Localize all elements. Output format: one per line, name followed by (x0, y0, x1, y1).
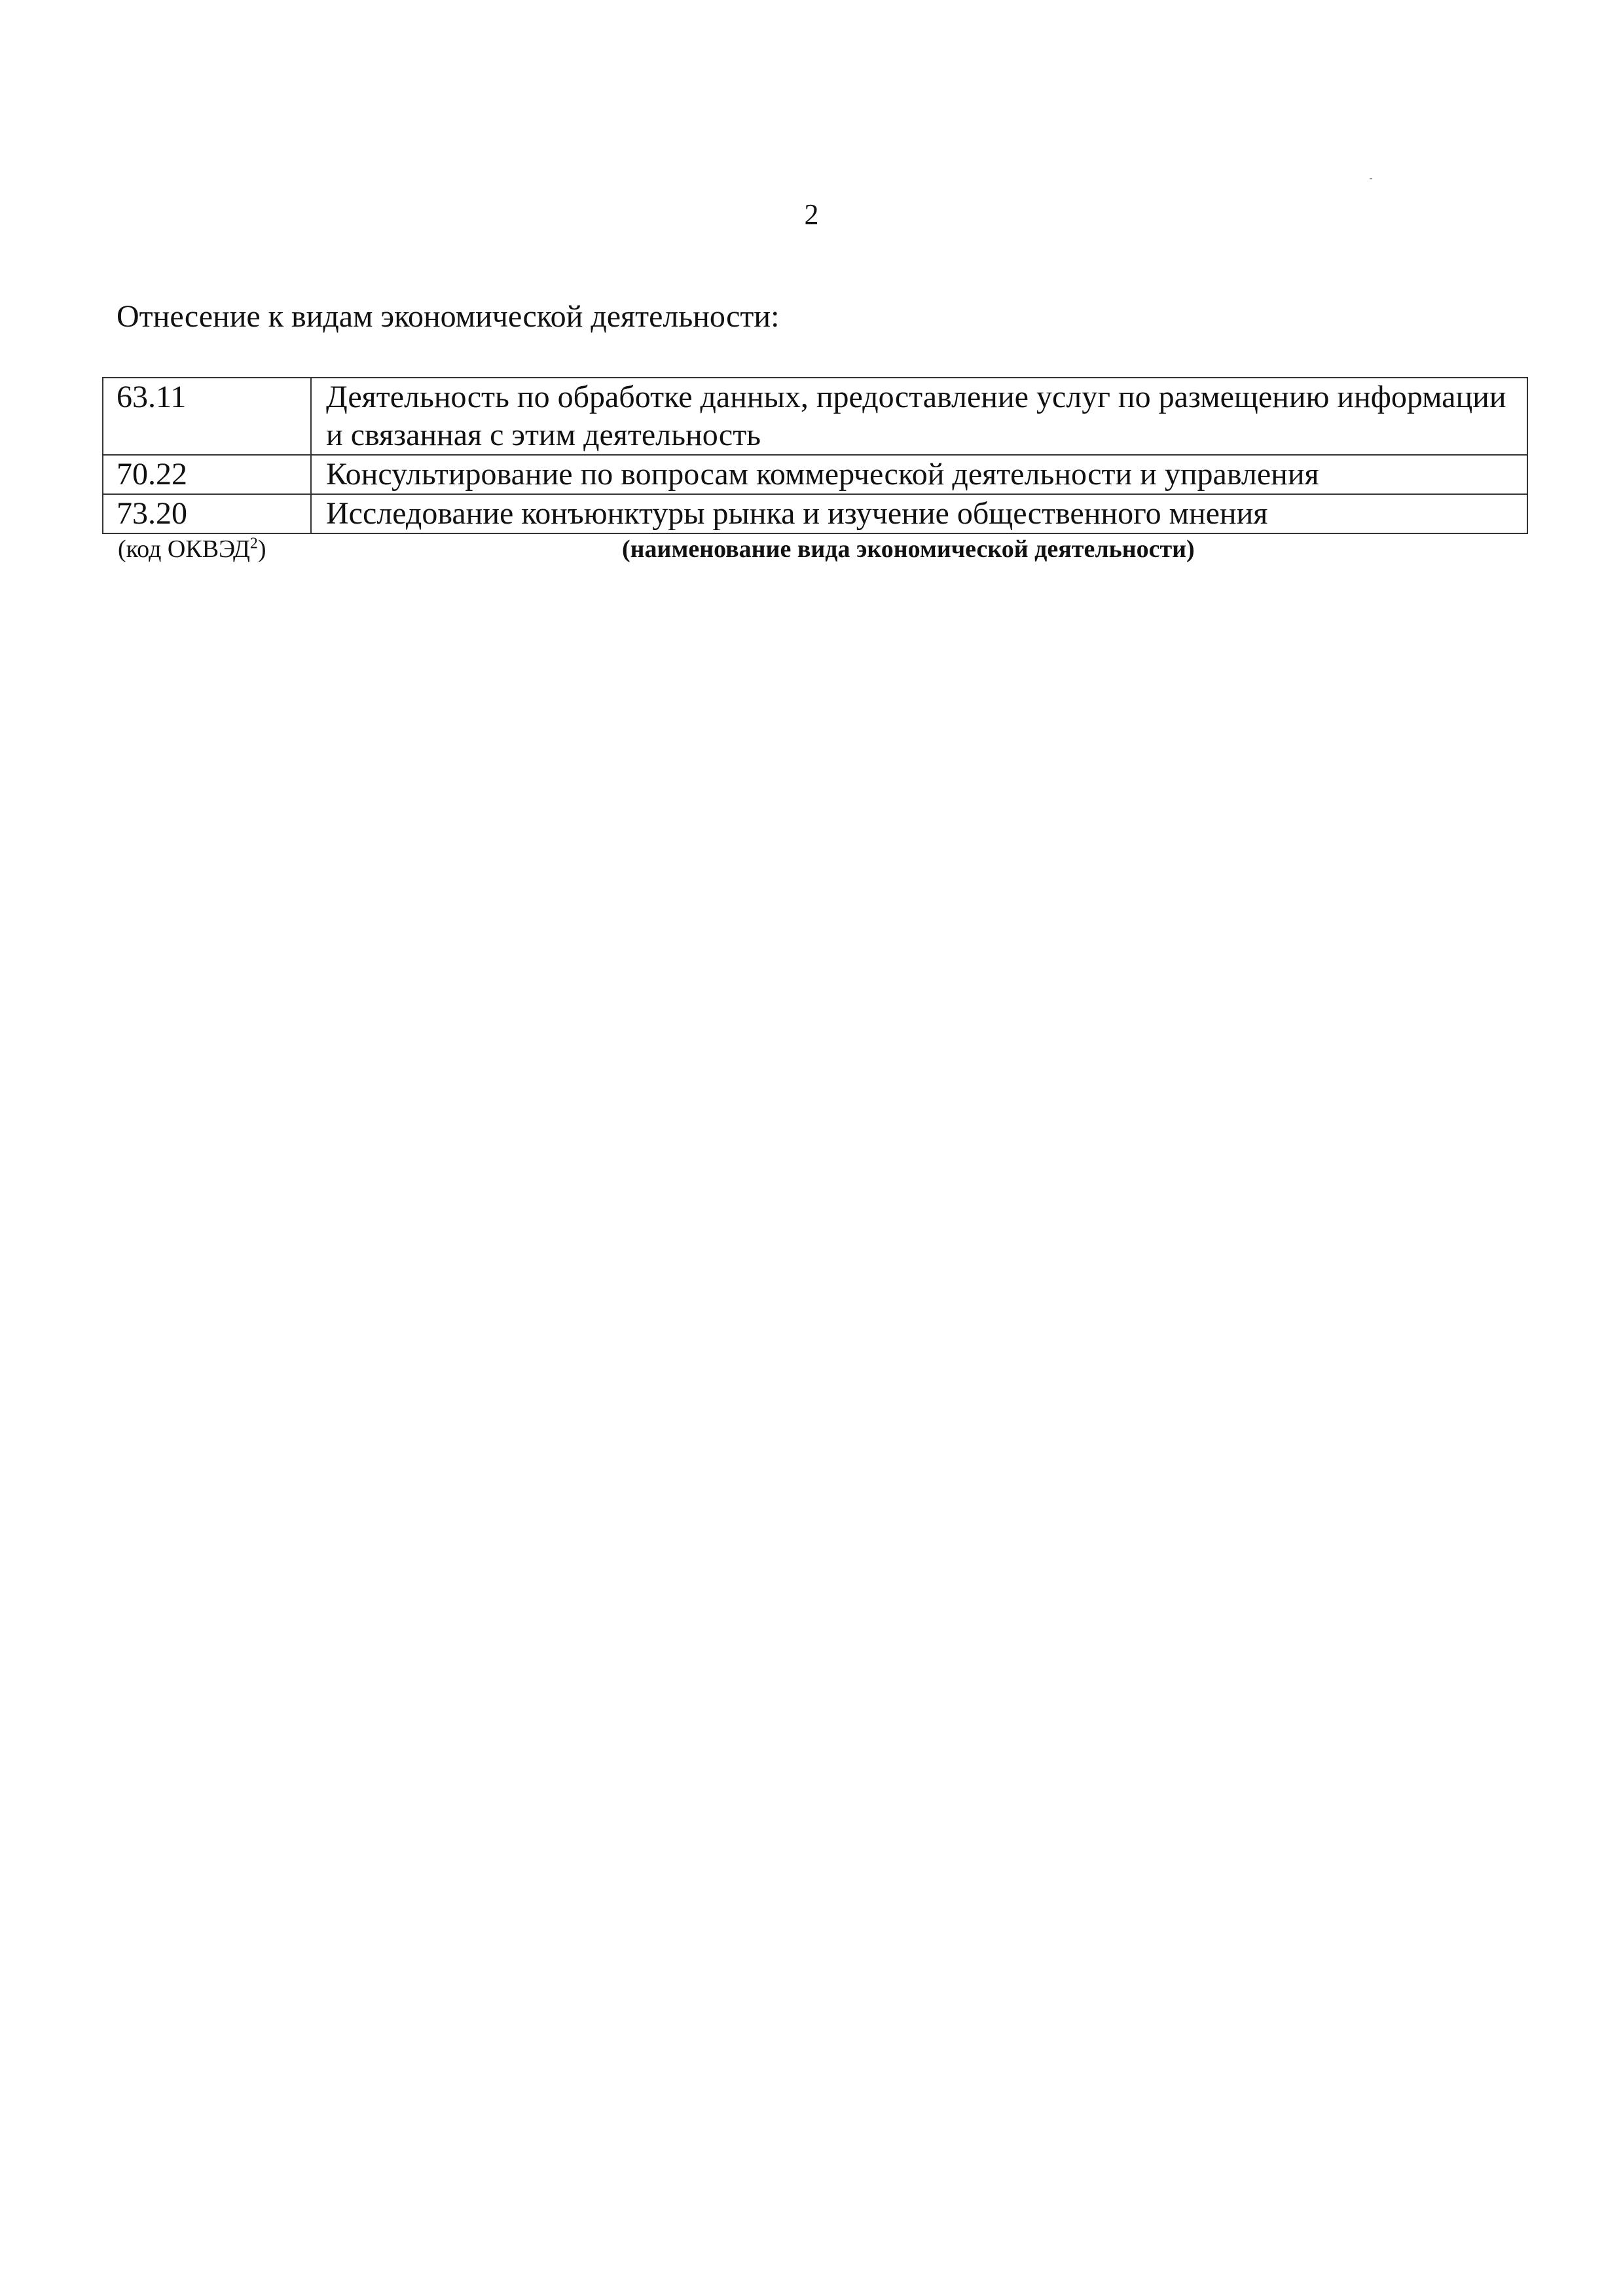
okved-code-cell: 63.11 (103, 378, 311, 455)
activity-name-cell: Деятельность по обработке данных, предоставление услуг по размещению информации и связанная с этим деятельность (311, 378, 1527, 455)
okved-table (102, 377, 1528, 534)
table-row (103, 494, 1527, 533)
table-row (103, 378, 1527, 455)
code-caption-close: ) (257, 535, 266, 563)
footnote-marker: 2 (249, 535, 258, 552)
code-column-caption (118, 533, 266, 565)
name-column-caption: (наименование вида экономической деятельности) (622, 535, 1195, 563)
activity-name-cell: Консультирование по вопросам коммерческой деятельности и управления (311, 455, 1527, 494)
scan-speck (1370, 178, 1372, 179)
page-number: 2 (804, 198, 819, 230)
section-heading: Отнесение к видам экономической деятельности: (117, 299, 780, 334)
code-caption-label: (код ОКВЭД (118, 535, 250, 563)
table-row (103, 455, 1527, 494)
okved-code-cell: 73.20 (103, 494, 311, 533)
activity-name-cell: Исследование конъюнктуры рынка и изучение общественного мнения (311, 494, 1527, 533)
okved-code-cell: 70.22 (103, 455, 311, 494)
